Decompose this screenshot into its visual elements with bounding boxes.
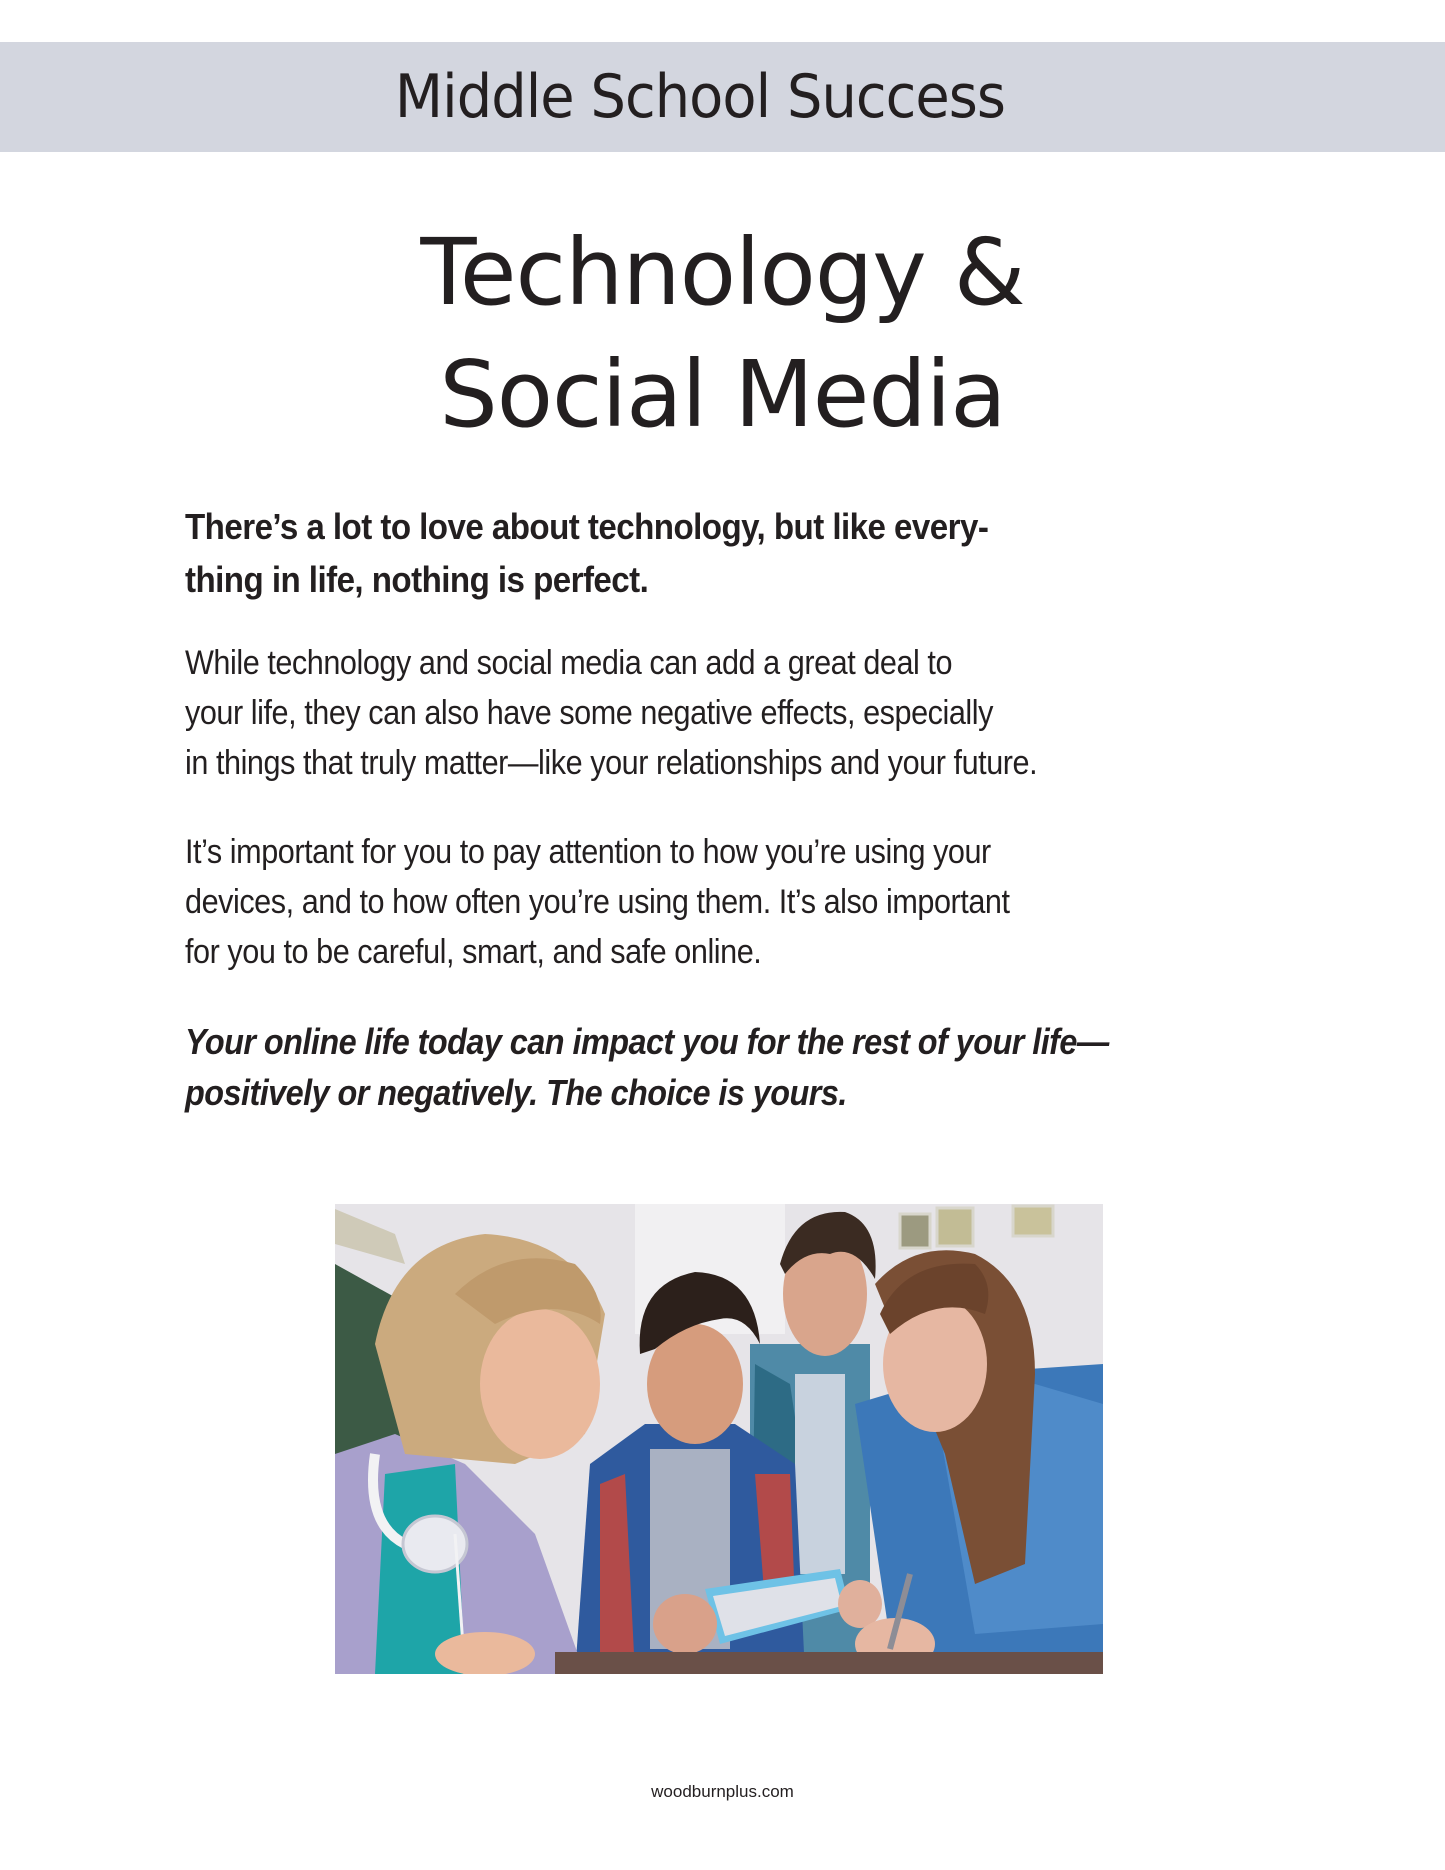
closing-line: positively or negatively. The choice is yours. <box>185 1072 847 1113</box>
footer-website: woodburnplus.com <box>651 1782 794 1801</box>
lead-paragraph <box>185 500 1289 606</box>
closing-line: Your online life today can impact you for the rest of your life— <box>185 1021 1109 1062</box>
page-title-line: Technology & <box>420 219 1025 326</box>
paragraph-line: in things that truly matter—like your relationships and your future. <box>185 744 1038 782</box>
body-paragraph-1 <box>185 638 1355 788</box>
lead-line: thing in life, nothing is perfect. <box>185 559 649 600</box>
closing-statement <box>185 1016 1355 1118</box>
paragraph-line: It’s important for you to pay attention to how you’re using your <box>185 833 991 871</box>
series-title: Middle School Success <box>394 62 1006 132</box>
page-title-line: Social Media <box>439 341 1006 448</box>
paragraph-line: your life, they can also have some negative effects, especially <box>185 694 993 732</box>
paragraph-line: While technology and social media can add a great deal to <box>185 644 953 682</box>
students-photo <box>335 1204 1103 1674</box>
header-band <box>0 42 1445 152</box>
paragraph-line: devices, and to how often you’re using them. It’s also important <box>185 883 1010 921</box>
body-paragraph-2 <box>185 827 1355 977</box>
lead-line: There’s a lot to love about technology, but like every- <box>185 506 989 547</box>
students-illustration <box>335 1204 1103 1674</box>
page-title <box>0 212 1445 456</box>
paragraph-line: for you to be careful, smart, and safe online. <box>185 933 762 971</box>
article-body <box>185 500 1285 1118</box>
